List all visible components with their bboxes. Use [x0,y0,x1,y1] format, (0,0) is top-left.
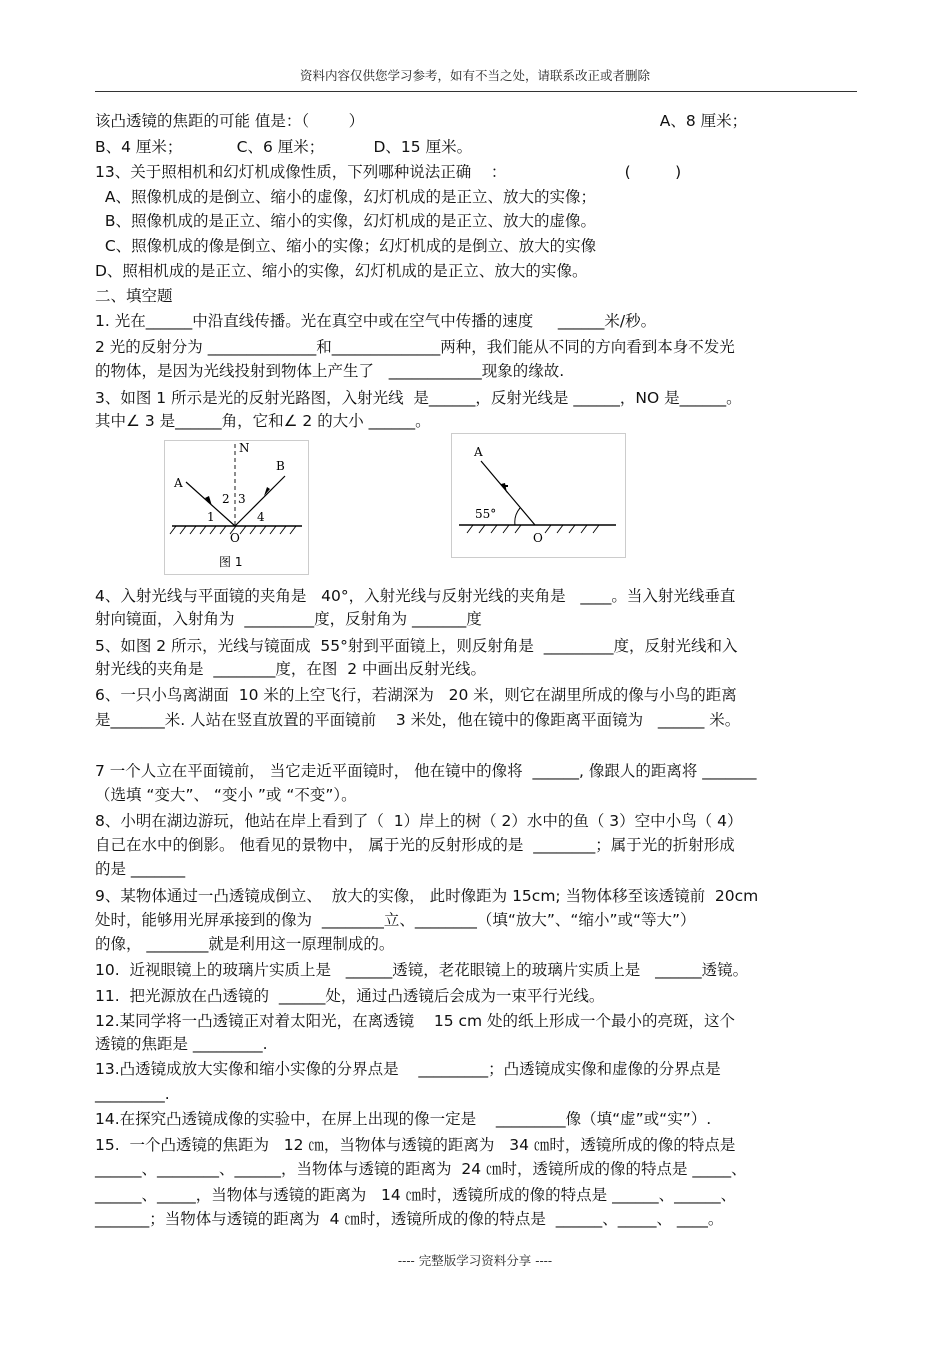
text-line: 是_______米. 人站在竖直放置的平面镜前 3 米处，他在镜中的像距离平面镜为 ______ 米。 [95,711,741,729]
text-line: 射光线的夹角是 ________度，在图 2 中画出反射光线。 [95,660,486,678]
text-line: 9、某物体通过一凸透镜成倒立、 放大的实像， 此时像距为 15cm; 当物体移至该透镜前 20cm [95,887,759,905]
figure-2-mirror-diagram [451,433,626,558]
text-line: 的物体，是因为光线投射到物体上产生了 ____________现象的缘故. [95,362,565,380]
text-line: B、4 厘米； C、6 厘米； D、15 厘米。 [95,138,473,156]
text-line: 该凸透镜的焦距的可能 值是：（ ） A、8 厘米； [95,112,748,130]
text-line: 14.在探究凸透镜成像的实验中，在屏上出现的像一定是 _________像（填“虚”或“实”）. [95,1110,712,1128]
text-line: 13、关于照相机和幻灯机成像性质，下列哪种说法正确 ： ( ) [95,163,682,181]
page-header: 资料内容仅供您学习参考，如有不当之处，请联系改正或者删除 [299,68,650,83]
text-line: 5、如图 2 所示，光线与镜面成 55°射到平面镜上，则反射角是 _________度，反射光线和入 [95,637,738,655]
text-line: 10. 近视眼镜上的玻璃片实质上是 ______透镜，老花眼镜上的玻璃片实质上是 ______透镜。 [95,961,749,979]
text-line: （选填 “变大”、 “变小 ”或 “不变”）。 [95,786,357,804]
text-line: 8、小明在湖边游玩，他站在岸上看到了（ 1）岸上的树（ 2）水中的鱼（ 3）空中小鸟（ 4） [95,812,743,830]
text-line: C、照像机成的像是倒立、缩小的实像；幻灯机成的是倒立、放大的实像 [95,237,597,255]
fig1-label-o: O [230,531,240,545]
fig1-label-n: N [239,441,250,455]
text-line: 7 一个人立在平面镜前， 当它走近平面镜时， 他在镜中的像将 ______, 像跟人的距离将 _______ [95,762,757,780]
text-line: ______、________、______，当物体与透镜的距离为 24 ㎝时，透镜所成的像的特点是 _____、 [95,1160,747,1178]
text-line: _________. [95,1085,170,1103]
text-line: ______、_____，当物体与透镜的距离为 14 ㎝时，透镜所成的像的特点是 ______、______、 [95,1186,737,1204]
text-line: 处时，能够用光屏承接到的像为 ________立、________（填“放大”、“缩小”或“等大”） [95,911,696,929]
text-line: 射向镜面，入射角为 _________度，反射角为 _______度 [95,610,482,628]
text-line: 1. 光在______中沿直线传播。光在真空中或在空气中传播的速度 ______米/秒。 [95,312,657,330]
fig1-label-2: 2 [222,492,230,506]
header-rule [95,91,857,92]
fig1-label-1: 1 [207,510,215,524]
fig2-label-o: O [533,531,543,545]
text-line: 13.凸透镜成放大实像和缩小实像的分界点是 _________；凸透镜成实像和虚像的分界点是 [95,1060,721,1078]
text-line: 二、填空题 [95,287,173,305]
fig2-label-a: A [474,445,483,459]
text-line: 透镜的焦距是 _________. [95,1035,268,1053]
text-line: D、照相机成的是正立、缩小的实像，幻灯机成的是正立、放大的实像。 [95,262,588,280]
text-line: 12.某同学将一凸透镜正对着太阳光，在离透镜 15 cm 处的纸上形成一个最小的亮斑，这个 [95,1012,736,1030]
fig1-caption: 图 1 [219,555,243,569]
text-line: 15. 一个凸透镜的焦距为 12 ㎝，当物体与透镜的距离为 34 ㎝时，透镜所成的像的特点是 [95,1136,736,1154]
page-footer: ---- 完整版学习资料分享 ---- [397,1253,553,1268]
text-line: 的是 _______ [95,860,186,878]
text-line: 其中∠ 3 是______角，它和∠ 2 的大小 ______。 [95,412,431,430]
figure-1-reflection-diagram [164,440,309,575]
text-line: 2 光的反射分为 ______________和______________两种，我们能从不同的方向看到本身不发光 [95,338,735,356]
text-line: 3、如图 1 所示是光的反射光路图，入射光线 是______，反射光线是 ______，NO 是______。 [95,389,742,407]
text-line: B、照像机成的是正立、缩小的实像，幻灯机成的是正立、放大的虚像。 [95,212,596,230]
text-line: 的像， ________就是利用这一原理制成的。 [95,935,395,953]
fig1-label-3: 3 [238,492,246,506]
fig1-label-b: B [276,459,285,473]
text-line: A、照像机成的是倒立、缩小的虚像，幻灯机成的是正立、放大的实像； [95,188,596,206]
fig1-label-4: 4 [257,510,265,524]
fig1-label-a: A [174,476,183,490]
text-line: _______；当物体与透镜的距离为 4 ㎝时，透镜所成的像的特点是 ______、_____、 ____。 [95,1210,724,1228]
fig2-angle: 55° [475,507,497,521]
text-line: 4、入射光线与平面镜的夹角是 40°，入射光线与反射光线的夹角是 ____。当入射光线垂直 [95,587,736,605]
text-line: 6、一只小鸟离湖面 10 米的上空飞行，若湖深为 20 米，则它在湖里所成的像与小鸟的距离 [95,686,737,704]
text-line: 自己在水中的倒影。 他看见的景物中， 属于光的反射形成的是 ________；属于光的折射形成 [95,836,735,854]
text-line: 11. 把光源放在凸透镜的 ______处，通过凸透镜后会成为一束平行光线。 [95,987,605,1005]
